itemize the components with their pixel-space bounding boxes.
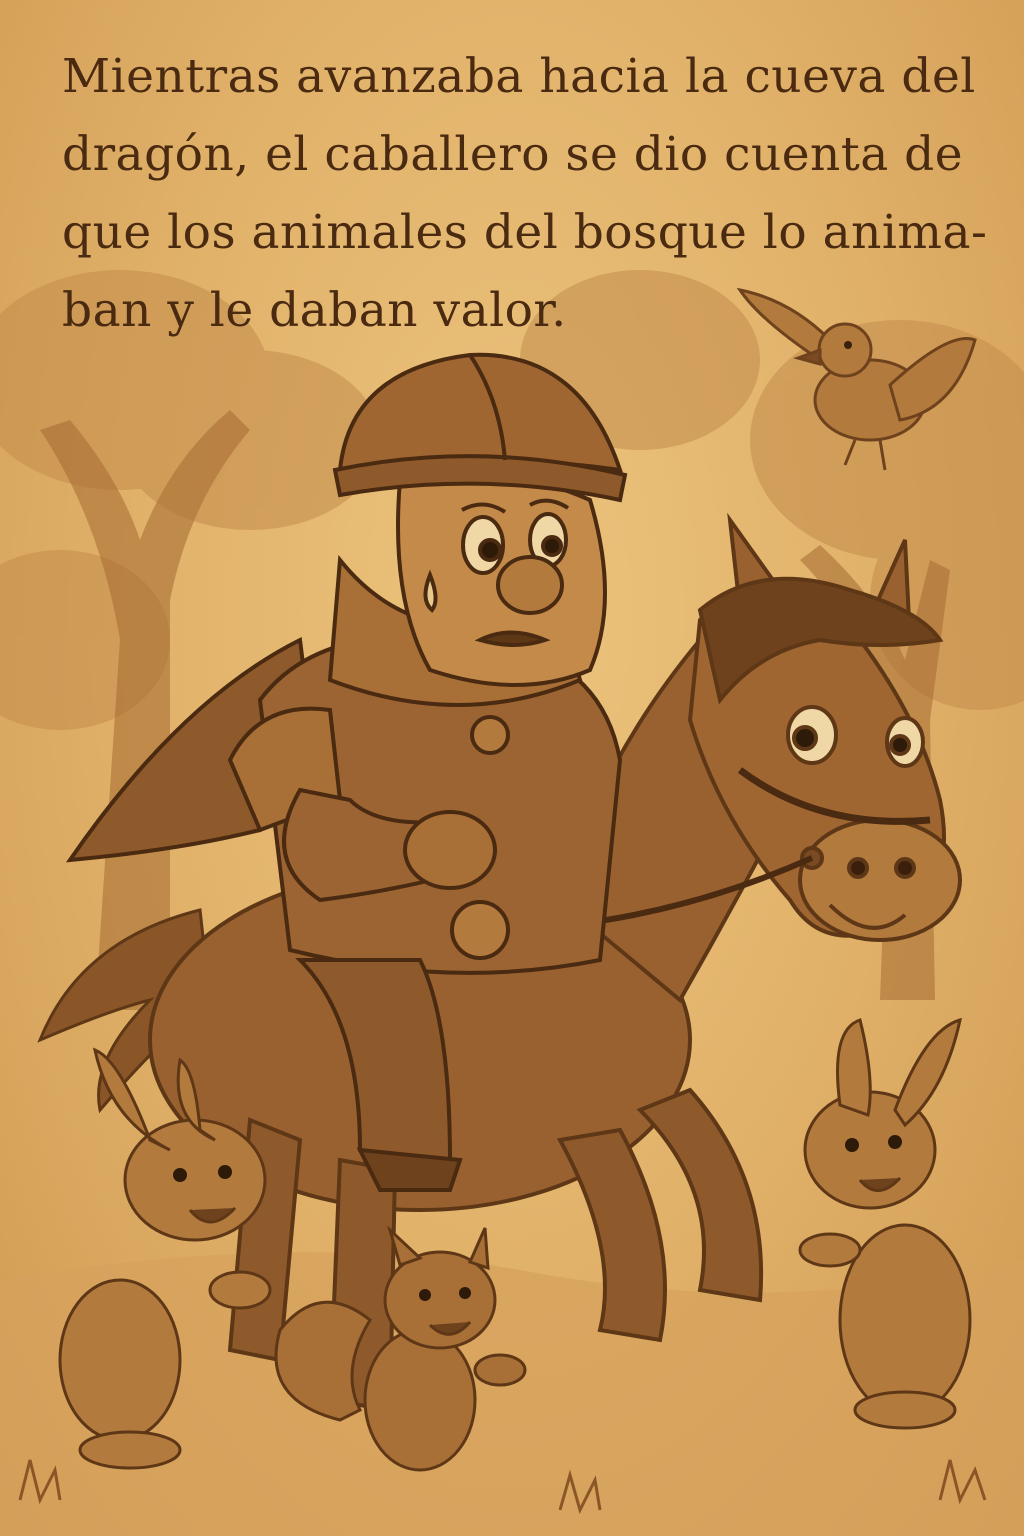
story-line-3: que los animales del bosque lo anima-: [62, 205, 988, 260]
story-line-4: ban y le daban valor.: [62, 283, 567, 338]
story-line-2: dragón, el caballero se dio cuenta de: [62, 127, 964, 182]
story-line-1: Mientras avanzaba hacia la cueva del: [62, 49, 976, 104]
story-text: [62, 38, 988, 350]
